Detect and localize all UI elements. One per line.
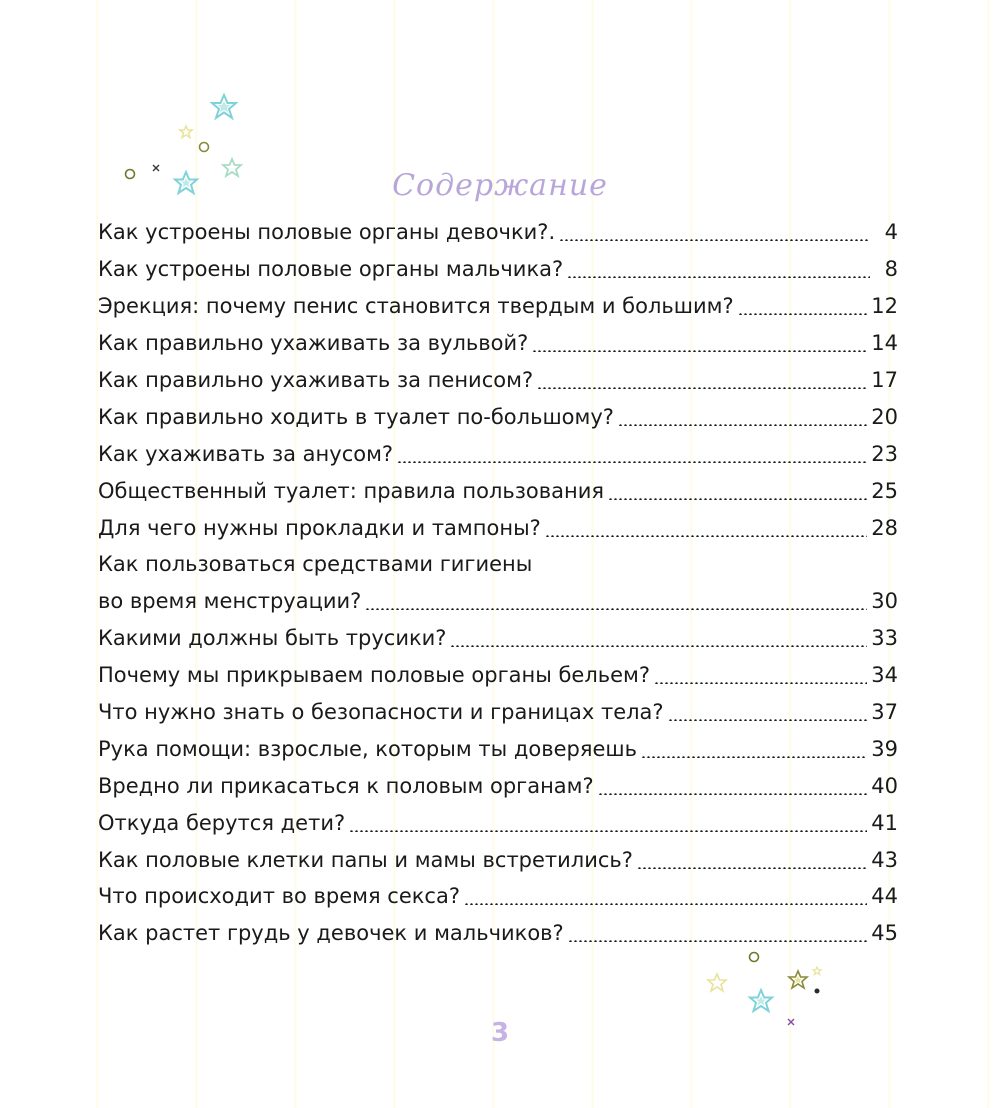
toc-entry-page: 23 — [871, 441, 898, 466]
toc-entry-page: 28 — [871, 515, 898, 540]
toc-entry-title: Что происходит во время секса? — [98, 884, 460, 909]
toc-entry-title: Что нужно знать о безопасности и границах тела? — [98, 700, 664, 725]
toc-entry[interactable] — [98, 251, 898, 288]
toc-entry-page: 40 — [871, 773, 898, 798]
toc-entry-title: Общественный туалет: правила пользования — [98, 478, 605, 503]
dot-leader — [738, 313, 868, 315]
star-icon — [750, 990, 772, 1011]
dot-leader — [654, 682, 867, 684]
toc-entry-page: 45 — [871, 921, 898, 946]
dot-leader — [365, 608, 867, 610]
toc-entry-title: Как устроены половые органы девочки?. — [98, 220, 556, 245]
circle-icon — [750, 953, 759, 962]
toc-entry-page: 12 — [871, 294, 898, 319]
toc-entry[interactable] — [98, 841, 898, 878]
toc-entry-title: Эрекция: почему пенис становится твердым и большим? — [98, 294, 734, 319]
toc-entry-title: Рука помощи: взрослые, которым ты доверяешь — [98, 736, 637, 761]
toc-entry[interactable] — [98, 694, 898, 731]
dot-leader — [450, 645, 867, 647]
toc-entry-title: Как ухаживать за анусом? — [98, 441, 394, 466]
dot-leader — [598, 793, 868, 795]
dot-leader — [397, 461, 867, 463]
dot-leader — [532, 350, 867, 352]
toc-entry[interactable] — [98, 657, 898, 694]
toc-entry[interactable] — [98, 288, 898, 325]
toc-entry[interactable] — [98, 398, 898, 435]
star-icon — [212, 95, 236, 118]
toc-entry-page: 17 — [871, 368, 898, 392]
toc-entry-title: Как правильно ходить в туалет по-большому? — [98, 404, 614, 429]
star-icon — [813, 967, 821, 975]
toc-entry[interactable] — [98, 435, 898, 472]
dot-leader — [567, 276, 870, 278]
toc-entry-page: 41 — [871, 810, 898, 835]
dot-leader — [608, 498, 867, 500]
toc-entry-title: Почему мы прикрываем половые органы бельем? — [98, 663, 651, 688]
star-icon — [789, 971, 807, 988]
dot-leader — [464, 903, 867, 905]
toc-entry-page: 33 — [871, 626, 898, 651]
toc-entry[interactable] — [98, 214, 898, 251]
toc-entry-page: 4 — [884, 220, 898, 245]
toc-entry-page: 37 — [871, 700, 898, 725]
contents-title: Содержание — [392, 168, 608, 203]
dot-leader — [568, 940, 868, 942]
dot-leader — [637, 867, 867, 869]
toc-entry-page: 30 — [871, 589, 898, 614]
toc-entry-page: 44 — [871, 884, 898, 909]
dot-leader — [537, 387, 867, 389]
toc-entry-title: во время менструации? — [98, 589, 362, 614]
toc-entry-title: Как пользоваться средствами гигиены — [98, 552, 533, 577]
toc-entry[interactable] — [98, 583, 898, 620]
toc-entry[interactable] — [98, 804, 898, 841]
dot-leader — [618, 424, 867, 426]
toc-entry-title: Откуда берутся дети? — [98, 810, 346, 835]
toc-entry[interactable] — [98, 767, 898, 804]
toc-entry-title: Для чего нужны прокладки и тампоны? — [98, 515, 541, 540]
toc-entry-title: Как растет грудь у девочек и мальчиков? — [98, 921, 564, 946]
toc-entry-title: Как устроены половые органы мальчика? — [98, 257, 564, 282]
dot-leader — [668, 719, 868, 721]
toc-entry[interactable] — [98, 362, 898, 399]
toc-entry-page: 43 — [871, 847, 898, 872]
circle-icon — [200, 143, 209, 152]
toc-entry-first-line[interactable] — [98, 546, 898, 583]
toc-entry-page: 39 — [871, 736, 898, 761]
dot-icon — [815, 989, 820, 994]
toc-entry-page: 14 — [871, 331, 898, 356]
toc-entry[interactable] — [98, 878, 898, 915]
dot-leader — [559, 239, 870, 241]
toc-entry[interactable] — [98, 620, 898, 657]
toc-entry-page: 25 — [871, 478, 898, 503]
toc-entry-title: Как правильно ухаживать за пенисом? — [98, 368, 534, 392]
dot-leader — [545, 535, 867, 537]
toc-entry-page: 8 — [884, 257, 898, 282]
toc-entry-page: 20 — [871, 404, 898, 429]
dot-leader — [349, 830, 867, 832]
toc-entry-page: 34 — [871, 663, 898, 688]
toc-entry-title: Какими должны быть трусики? — [98, 626, 447, 651]
page-number: 3 — [490, 1018, 510, 1048]
toc-entry-title: Вредно ли прикасаться к половым органам? — [98, 773, 594, 798]
toc-entry[interactable] — [98, 730, 898, 767]
star-icon — [708, 974, 726, 991]
toc-entry[interactable] — [98, 325, 898, 362]
toc-entry[interactable] — [98, 509, 898, 546]
table-of-contents — [98, 214, 898, 952]
toc-entry-title: Как правильно ухаживать за вульвой? — [98, 331, 529, 356]
star-icon — [180, 126, 192, 138]
toc-entry[interactable] — [98, 472, 898, 509]
toc-entry-title: Как половые клетки папы и мамы встретились? — [98, 847, 633, 872]
dot-leader — [641, 756, 867, 758]
